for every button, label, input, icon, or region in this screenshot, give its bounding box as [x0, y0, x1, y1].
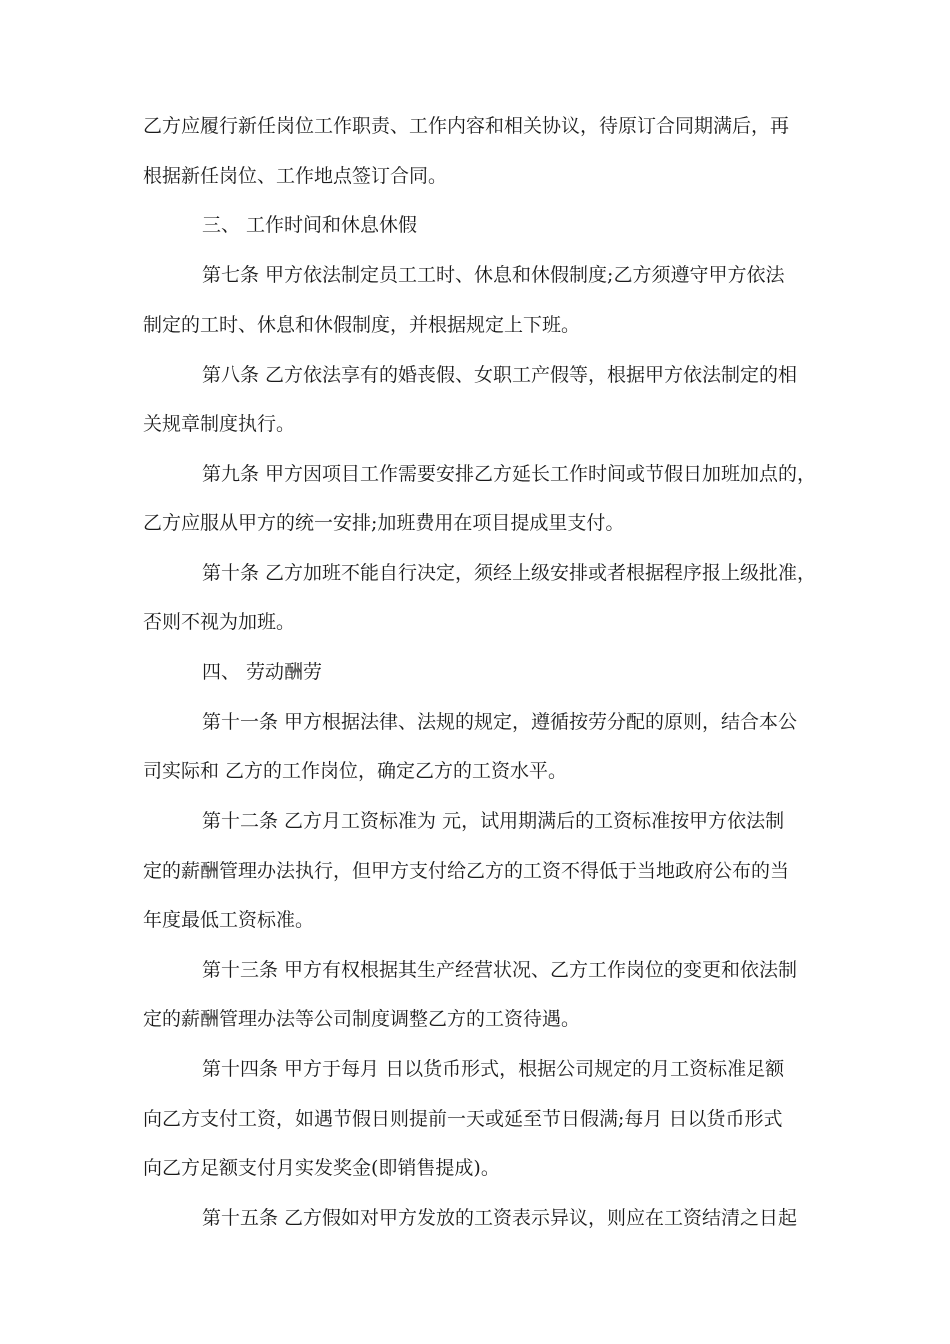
text-line: 第十条 乙方加班不能自行决定，须经上级安排或者根据程序报上级批准，: [202, 562, 817, 584]
section-heading: 四、 劳动酬劳: [202, 661, 323, 683]
text-line: 第十二条 乙方月工资标准为 元，试用期满后的工资标准按甲方依法制: [202, 810, 785, 832]
text-line: 关规章制度执行。: [143, 413, 296, 435]
text-line: 第七条 甲方依法制定员工工时、休息和休假制度;乙方须遵守甲方依法: [202, 264, 785, 286]
text-line: 第八条 乙方依法享有的婚丧假、女职工产假等，根据甲方依法制定的相: [202, 364, 798, 386]
text-line: 定的薪酬管理办法执行，但甲方支付给乙方的工资不得低于当地政府公布的当: [143, 860, 790, 882]
text-line: 第十一条 甲方根据法律、法规的规定，遵循按劳分配的原则，结合本公: [202, 711, 798, 733]
text-line: 第十四条 甲方于每月 日以货币形式，根据公司规定的月工资标准足额: [202, 1058, 785, 1080]
text-line: 第十五条 乙方假如对甲方发放的工资表示异议，则应在工资结清之日起: [202, 1207, 798, 1229]
text-line: 向乙方支付工资，如遇节假日则提前一天或延至节日假满;每月 日以货币形式: [143, 1108, 783, 1130]
text-line: 第十三条 甲方有权根据其生产经营状况、乙方工作岗位的变更和依法制: [202, 959, 798, 981]
text-line: 定的薪酬管理办法等公司制度调整乙方的工资待遇。: [143, 1008, 581, 1030]
text-line: 否则不视为加班。: [143, 611, 296, 633]
text-line: 乙方应履行新任岗位工作职责、工作内容和相关协议，待原订合同期满后，再: [143, 115, 790, 137]
text-line: 制定的工时、休息和休假制度，并根据规定上下班。: [143, 314, 581, 336]
text-line: 乙方应服从甲方的统一安排;加班费用在项目提成里支付。: [143, 512, 625, 534]
text-line: 年度最低工资标准。: [143, 909, 315, 931]
text-line: 向乙方足额支付月实发奖金(即销售提成)。: [143, 1157, 500, 1179]
section-heading: 三、 工作时间和休息休假: [202, 214, 418, 236]
text-line: 司实际和 乙方的工作岗位，确定乙方的工资水平。: [143, 760, 568, 782]
text-line: 第九条 甲方因项目工作需要安排乙方延长工作时间或节假日加班加点的，: [202, 463, 817, 485]
text-line: 根据新任岗位、工作地点签订合同。: [143, 165, 448, 187]
